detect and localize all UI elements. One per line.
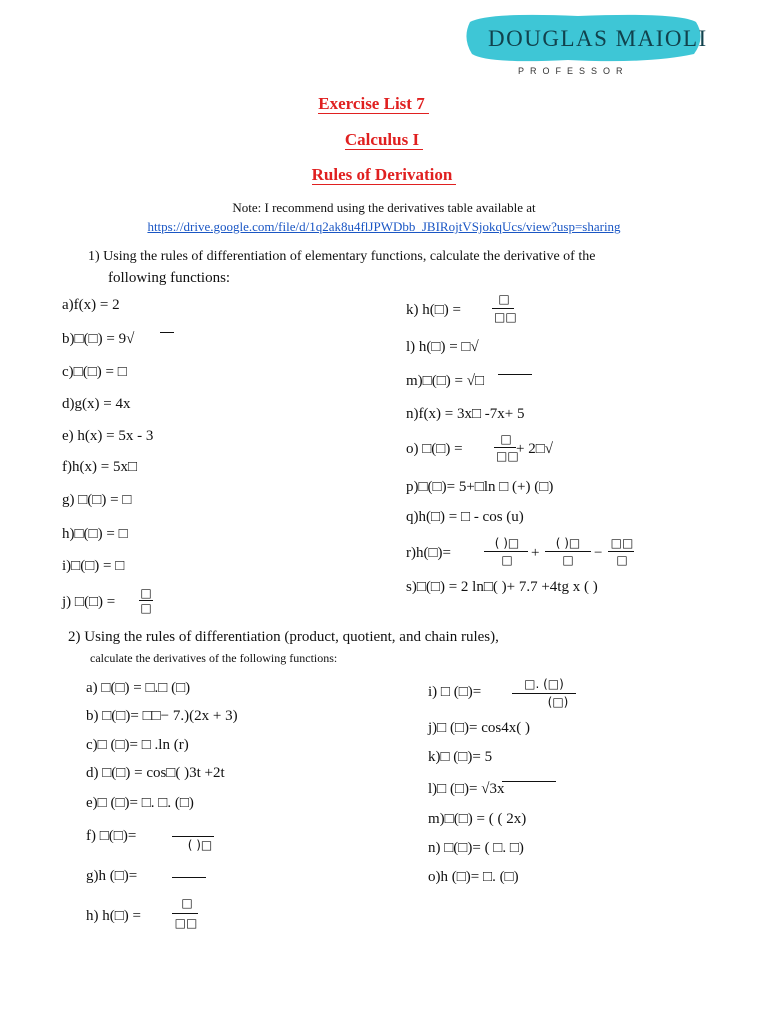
fraction-bar bbox=[494, 447, 516, 448]
ex1-r-minus: − bbox=[594, 545, 603, 561]
ex1-i: i)□(□) = □ bbox=[62, 558, 125, 574]
ex2-m: m)□(□) = ( ( 2x) bbox=[428, 811, 527, 827]
ex1-o-tail: + 2□√ bbox=[516, 441, 554, 457]
fraction-bar bbox=[172, 913, 198, 914]
ex2-f-denominator: ( )□ bbox=[187, 838, 213, 852]
section1-heading-cont: following functions: bbox=[108, 270, 231, 286]
ex1-r-term3-denominator: □ bbox=[616, 553, 628, 567]
ex2-h-numerator: □ bbox=[181, 896, 193, 910]
ex2-n: n) □(□)= ( □. □) bbox=[428, 840, 524, 856]
derivatives-table-link[interactable]: https://drive.google.com/file/d/1q2ak8u4flJPWDbb_JBIRojtVSjokqUcs/view?usp=sharing bbox=[147, 219, 621, 234]
fraction-bar bbox=[484, 551, 528, 552]
ex1-c: c)□(□) = □ bbox=[62, 364, 127, 380]
ex1-r-term2-denominator: □ bbox=[562, 553, 574, 567]
ex2-i: i) □ (□)= bbox=[428, 684, 482, 700]
ex2-i-denominator: (□) bbox=[547, 695, 569, 709]
exercise-list-title: Exercise List 7 bbox=[0, 94, 768, 114]
radical-bar bbox=[502, 781, 556, 782]
ex1-j: j) □(□) = bbox=[62, 594, 116, 610]
radical-bar bbox=[498, 374, 532, 375]
ex2-h-denominator: □□ bbox=[174, 916, 198, 930]
ex2-c: c)□ (□)= □ .ln (r) bbox=[86, 737, 189, 753]
ex2-e: e)□ (□)= □. □. (□) bbox=[86, 795, 194, 811]
ex2-j: j)□ (□)= cos4x( ) bbox=[428, 720, 530, 736]
ex2-l: l)□ (□)= √3x bbox=[428, 781, 505, 797]
ex2-f: f) □(□)= bbox=[86, 828, 137, 844]
fraction-bar bbox=[512, 693, 576, 694]
ex1-r: r)h(□)= bbox=[406, 545, 451, 561]
ex1-k-denominator: □□ bbox=[494, 310, 517, 324]
ex2-h: h) h(□) = bbox=[86, 908, 142, 924]
ex1-e: e) h(x) = 5x - 3 bbox=[62, 428, 154, 444]
ex1-g: g) □(□) = □ bbox=[62, 492, 132, 508]
ex2-i-numerator: □. (□) bbox=[524, 677, 564, 691]
logo-role: PROFESSOR bbox=[518, 66, 629, 76]
section2-heading: 2) Using the rules of differentiation (product, quotient, and chain rules), bbox=[68, 629, 499, 645]
ex1-o-denominator: □□ bbox=[496, 449, 519, 463]
fraction-bar bbox=[172, 877, 206, 878]
ex1-f: f)h(x) = 5x□ bbox=[62, 459, 137, 475]
topic-title: Rules of Derivation bbox=[0, 165, 768, 185]
ex1-r-plus: + bbox=[531, 545, 540, 561]
ex1-k: k) h(□) = bbox=[406, 302, 462, 318]
ex1-p: p)□(□)= 5+□ln □ (+) (□) bbox=[406, 479, 554, 495]
logo-name: DOUGLAS MAIOLI bbox=[488, 26, 708, 51]
ex1-j-denominator: □ bbox=[140, 601, 152, 615]
ex1-s: s)□(□) = 2 ln□( )+ 7.7 +4tg x ( ) bbox=[406, 579, 598, 595]
radical-bar bbox=[160, 332, 174, 333]
ex1-n: n)f(x) = 3x□ -7x+ 5 bbox=[406, 406, 525, 422]
section2-heading-cont: calculate the derivatives of the following functions: bbox=[90, 651, 338, 665]
ex1-l: l) h(□) = □√ bbox=[406, 339, 479, 355]
ex2-k: k)□ (□)= 5 bbox=[428, 749, 493, 765]
ex1-o-numerator: □ bbox=[500, 432, 512, 446]
ex1-r-term1-numerator: ( )□ bbox=[494, 536, 520, 550]
ex2-a: a) □(□) = □.□ (□) bbox=[86, 680, 191, 696]
ex2-b: b) □(□)= □□− 7.)(2x + 3) bbox=[86, 708, 238, 724]
ex1-k-numerator: □ bbox=[498, 292, 510, 306]
ex1-h: h)□(□) = □ bbox=[62, 526, 128, 542]
ex1-r-term2-numerator: ( )□ bbox=[555, 536, 581, 550]
section1-heading: 1) Using the rules of differentiation of elementary functions, calculate the derivative of the bbox=[88, 249, 596, 264]
professor-logo bbox=[448, 8, 706, 68]
ex1-a: a)f(x) = 2 bbox=[62, 297, 120, 313]
ex1-r-term3-numerator: □□ bbox=[610, 536, 634, 550]
ex1-q: q)h(□) = □ - cos (u) bbox=[406, 509, 524, 525]
fraction-bar bbox=[492, 308, 514, 309]
ex1-b: b)□(□) = 9√ bbox=[62, 331, 135, 347]
ex1-m: m)□(□) = √□ bbox=[406, 373, 485, 389]
ex2-o: o)h (□)= □. (□) bbox=[428, 869, 519, 885]
course-title: Calculus I bbox=[0, 130, 768, 150]
ex2-g: g)h (□)= bbox=[86, 868, 138, 884]
ex1-o: o) □(□) = bbox=[406, 441, 463, 457]
fraction-bar bbox=[608, 551, 634, 552]
ex1-j-numerator: □ bbox=[140, 586, 152, 600]
fraction-bar bbox=[545, 551, 591, 552]
ex1-d: d)g(x) = 4x bbox=[62, 396, 131, 412]
fraction-bar bbox=[172, 836, 214, 837]
ex1-r-term1-denominator: □ bbox=[501, 553, 513, 567]
note-text: Note: I recommend using the derivatives table available at bbox=[232, 200, 536, 215]
ex2-d: d) □(□) = cos□( )3t +2t bbox=[86, 765, 225, 781]
